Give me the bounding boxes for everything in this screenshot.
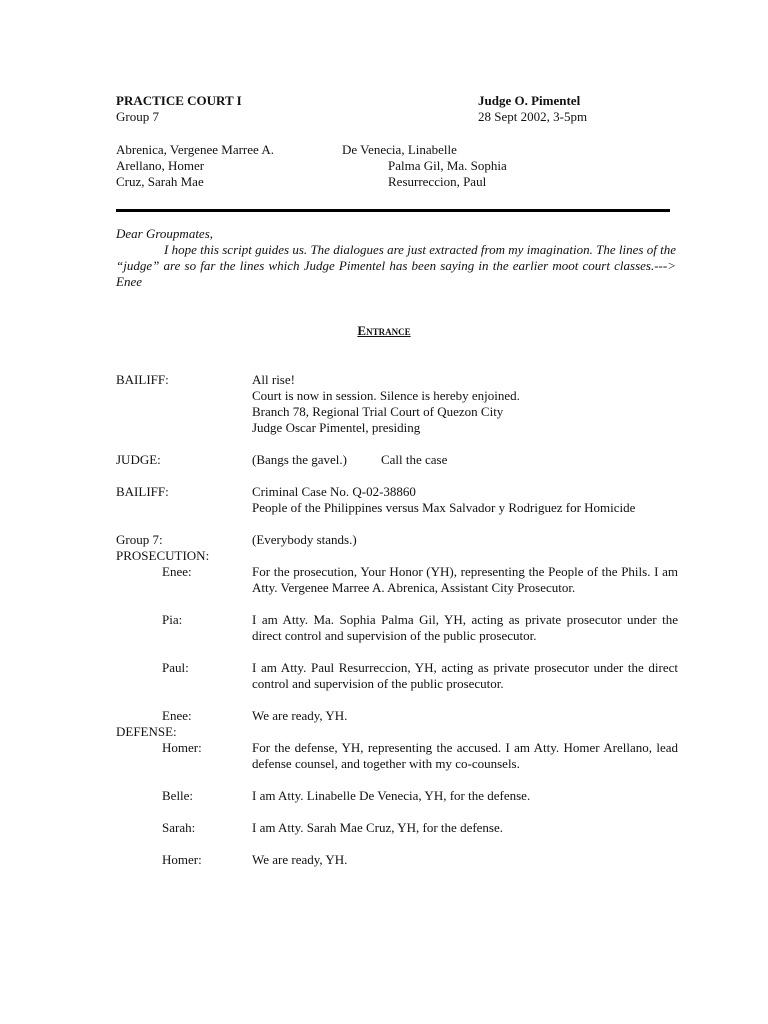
- dialogue-text: I am Atty. Paul Resurreccion, YH, acting as private prosecutor under the direct control and supervision of the public prosecutor.: [252, 660, 678, 691]
- party-heading: DEFENSE:: [116, 724, 177, 739]
- dialogue-line: Branch 78, Regional Trial Court of Quezon City: [252, 404, 504, 419]
- speaker-label: Homer:: [162, 852, 202, 867]
- speaker-label: Pia:: [162, 612, 183, 627]
- speaker-label: Homer:: [162, 740, 202, 755]
- dialogue-text: For the prosecution, Your Honor (YH), representing the People of the Phils. I am Atty. Vergenee Marree A. Abrenica, Assistant City Prosecutor.: [252, 564, 678, 595]
- dialogue-lines: [252, 740, 678, 772]
- dialogue-line: Court is now in session. Silence is hereby enjoined.: [252, 388, 520, 403]
- session-date: 28 Sept 2002, 3-5pm: [478, 109, 588, 124]
- dialogue-lines: [252, 852, 678, 868]
- dialogue-lines: [252, 452, 678, 468]
- note-body: I hope this script guides us. The dialogues are just extracted from my imagination. The lines of the “judge” are so far the lines which Judge Pimentel has been saying in the earlier moot court classes.---> Enee: [116, 242, 676, 289]
- script-body: [116, 372, 678, 868]
- dialogue-lines: [252, 372, 678, 436]
- dialogue-entry: [116, 820, 678, 836]
- speaker-label: Group 7:: [116, 532, 163, 547]
- dialogue-lines: [252, 788, 678, 804]
- header-divider: [116, 209, 670, 212]
- dialogue-lines: [252, 612, 678, 644]
- dialogue-entry: [116, 372, 678, 436]
- dialogue-entry: [116, 660, 678, 692]
- member-name: De Venecia, Linabelle: [342, 142, 457, 157]
- dialogue-lines: [252, 660, 678, 692]
- dialogue-line: (Bangs the gavel.): [252, 452, 347, 467]
- dialogue-entry: [116, 708, 678, 724]
- dialogue-entry: [116, 612, 678, 644]
- dialogue-lines: [252, 708, 678, 724]
- dialogue-text: We are ready, YH.: [252, 852, 348, 867]
- member-name: Cruz, Sarah Mae: [116, 174, 204, 189]
- dialogue-line: Call the case: [380, 452, 448, 467]
- speaker-label: Enee:: [162, 564, 192, 579]
- note-to-groupmates: [116, 226, 676, 290]
- dialogue-text: For the defense, YH, representing the accused. I am Atty. Homer Arellano, lead defense counsel, and together with my co-counsels.: [252, 740, 678, 771]
- member-name: Palma Gil, Ma. Sophia: [388, 158, 507, 173]
- speaker-label: Sarah:: [162, 820, 196, 835]
- dialogue-lines: [252, 532, 678, 548]
- course-title: PRACTICE COURT I: [116, 93, 242, 108]
- dialogue-line: Judge Oscar Pimentel, presiding: [252, 420, 421, 435]
- dialogue-entry: [116, 788, 678, 804]
- dialogue-entry: [116, 484, 678, 516]
- dialogue-text: I am Atty. Ma. Sophia Palma Gil, YH, acting as private prosecutor under the direct control and supervision of the public prosecutor.: [252, 612, 678, 643]
- member-name: Abrenica, Vergenee Marree A.: [116, 142, 274, 157]
- member-name: Resurreccion, Paul: [388, 174, 487, 189]
- party-heading: PROSECUTION:: [116, 548, 210, 563]
- dialogue-entry: [116, 852, 678, 868]
- speaker-label: Enee:: [162, 708, 192, 723]
- dialogue-text: We are ready, YH.: [252, 708, 348, 723]
- dialogue-line: People of the Philippines versus Max Salvador y Rodriguez for Homicide: [252, 500, 636, 515]
- dialogue-lines: [252, 820, 678, 836]
- dialogue-text: I am Atty. Sarah Mae Cruz, YH, for the defense.: [252, 820, 504, 835]
- dialogue-line: All rise!: [252, 372, 295, 387]
- section-title: Entrance: [357, 323, 411, 338]
- dialogue-entry: [116, 532, 678, 548]
- dialogue-entry: [116, 452, 678, 468]
- judge-name: Judge O. Pimentel: [478, 93, 581, 108]
- speaker-label: JUDGE:: [116, 452, 161, 467]
- dialogue-text: I am Atty. Linabelle De Venecia, YH, for the defense.: [252, 788, 531, 803]
- dialogue-line: Criminal Case No. Q-02-38860: [252, 484, 416, 499]
- dialogue-lines: [252, 564, 678, 596]
- speaker-label: Belle:: [162, 788, 194, 803]
- dialogue-entry: [116, 564, 678, 596]
- speaker-label: BAILIFF:: [116, 372, 169, 387]
- member-name: Arellano, Homer: [116, 158, 205, 173]
- speaker-label: Paul:: [162, 660, 189, 675]
- dialogue-line: (Everybody stands.): [252, 532, 357, 547]
- dialogue-entry: [116, 740, 678, 772]
- dialogue-lines: [252, 484, 678, 516]
- group-label: Group 7: [116, 109, 159, 124]
- speaker-label: BAILIFF:: [116, 484, 169, 499]
- note-salutation: Dear Groupmates,: [116, 226, 214, 241]
